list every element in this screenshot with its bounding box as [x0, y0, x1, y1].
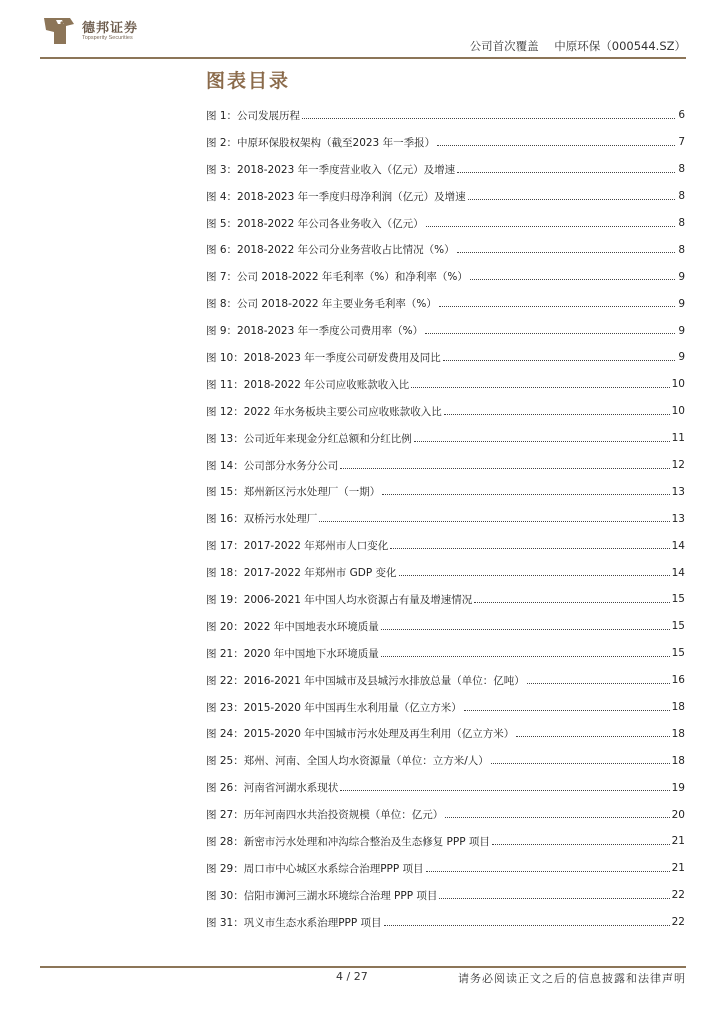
- toc-entry[interactable]: [206, 236, 685, 263]
- toc-entry-page: 7: [678, 136, 685, 149]
- toc-entry-label: 图 2：中原环保股权架构（截至2023 年一季报）: [206, 136, 436, 149]
- toc-entry-page: 8: [678, 217, 685, 229]
- toc-leader-dots: [411, 387, 669, 388]
- toc-entry-label: 图 30：信阳市浉河三湖水环境综合治理 PPP 项目: [206, 889, 438, 902]
- toc-entry-label: 图 12：2022 年水务板块主要公司应收账款收入比: [206, 405, 442, 418]
- toc-leader-dots: [464, 710, 670, 711]
- toc-entry-label: 图 3：2018-2023 年一季度营业收入（亿元）及增速: [206, 163, 456, 176]
- toc-leader-dots: [399, 575, 670, 576]
- toc-leader-dots: [425, 333, 675, 334]
- toc-entry[interactable]: [206, 667, 685, 694]
- toc-entry-page: 20: [671, 808, 685, 821]
- toc-entry-page: 14: [671, 566, 685, 579]
- toc-leader-dots: [426, 226, 675, 227]
- toc-entry[interactable]: [206, 398, 685, 425]
- toc-entry-label: 图 26：河南省河湖水系现状: [206, 782, 339, 795]
- toc-entry-page: 16: [671, 674, 685, 687]
- toc-leader-dots: [340, 468, 669, 469]
- toc-entry-label: 图 13：公司近年来现金分红总额和分红比例: [206, 432, 412, 445]
- toc-entry-label: 图 23：2015-2020 年中国再生水利用量（亿立方米）: [206, 701, 462, 714]
- toc-entry[interactable]: [206, 774, 685, 801]
- toc-leader-dots: [492, 844, 670, 845]
- toc-entry-label: 图 18：2017-2022 年郑州市 GDP 变化: [206, 567, 397, 580]
- toc-leader-dots: [381, 629, 670, 630]
- toc-entry-label: 图 16：双桥污水处理厂: [206, 513, 318, 526]
- toc-leader-dots: [527, 683, 670, 684]
- toc-entry-label: 图 11：2018-2022 年公司应收账款收入比: [206, 378, 410, 391]
- toc-entry-label: 图 25：郑州、河南、全国人均水资源量（单位：立方米/人）: [206, 755, 489, 768]
- toc-entry-label: 图 28：新密市污水处理和冲沟综合整治及生态修复 PPP 项目: [206, 835, 490, 848]
- toc-entry[interactable]: [206, 828, 685, 855]
- toc-entry[interactable]: [206, 290, 685, 317]
- toc-entry-label: 图 29：周口市中心城区水系综合治理PPP 项目: [206, 862, 424, 875]
- page-header: [458, 38, 686, 54]
- toc-leader-dots: [470, 279, 675, 280]
- toc-leader-dots: [384, 925, 670, 926]
- toc-entry-page: 8: [678, 163, 685, 176]
- company-logo-icon: [40, 14, 76, 48]
- toc-entry[interactable]: [206, 586, 685, 613]
- toc-entry-page: 11: [671, 432, 685, 445]
- header-divider: [40, 57, 686, 59]
- toc-entry[interactable]: [206, 210, 685, 237]
- toc-entry-page: 15: [671, 647, 685, 660]
- toc-entry[interactable]: [206, 532, 685, 559]
- toc-entry-label: 图 10：2018-2023 年一季度公司研发费用及同比: [206, 351, 441, 364]
- toc-entry-label: 图 15：郑州新区污水处理厂（一期）: [206, 486, 381, 499]
- footer-divider: [40, 966, 686, 968]
- toc-leader-dots: [491, 763, 670, 764]
- toc-entry-page: 12: [671, 459, 685, 472]
- toc-entry-label: 图 27：历年河南四水共治投资规模（单位：亿元）: [206, 809, 444, 822]
- toc-leader-dots: [319, 521, 669, 522]
- toc-leader-dots: [302, 118, 675, 119]
- toc-entry[interactable]: [206, 317, 685, 344]
- toc-entry[interactable]: [206, 855, 685, 882]
- toc-leader-dots: [439, 306, 675, 307]
- toc-entry-page: 21: [671, 835, 685, 848]
- toc-entry-label: 图 6：2018-2022 年公司分业务营收占比情况（%）: [206, 244, 455, 257]
- toc-entry-page: 15: [671, 593, 685, 606]
- toc-entry[interactable]: [206, 425, 685, 452]
- toc-leader-dots: [457, 172, 675, 173]
- toc-entry-page: 14: [671, 539, 685, 552]
- toc-entry[interactable]: [206, 640, 685, 667]
- toc-entry-label: 图 21：2020 年中国地下水环境质量: [206, 647, 379, 660]
- toc-entry-page: 9: [678, 297, 685, 310]
- toc-entry-label: 图 8：公司 2018-2022 年主要业务毛利率（%）: [206, 298, 437, 311]
- toc-leader-dots: [474, 602, 669, 603]
- toc-leader-dots: [381, 656, 670, 657]
- toc-entry[interactable]: [206, 505, 685, 532]
- toc-entry-label: 图 1：公司发展历程: [206, 109, 301, 122]
- toc-entry-label: 图 14：公司部分水务分公司: [206, 459, 339, 472]
- company-logo: [40, 14, 180, 50]
- toc-entry[interactable]: [206, 183, 685, 210]
- company-ticker: 中原环保（000544.SZ）: [554, 39, 686, 53]
- toc-entry-page: 8: [678, 190, 685, 203]
- page-number: 4 / 27: [336, 970, 368, 983]
- toc-entry[interactable]: [206, 344, 685, 371]
- toc-leader-dots: [414, 441, 670, 442]
- report-type: 公司首次覆盖: [469, 39, 539, 53]
- toc-entry-page: 8: [678, 243, 685, 256]
- toc-entry-label: 图 20：2022 年中国地表水环境质量: [206, 620, 379, 633]
- toc-entry[interactable]: [206, 129, 685, 156]
- toc-leader-dots: [437, 145, 675, 146]
- toc-entry-label: 图 19：2006-2021 年中国人均水资源占有量及增速情况: [206, 593, 473, 606]
- toc-entry[interactable]: [206, 371, 685, 398]
- toc-entry-label: 图 31：巩义市生态水系治理PPP 项目: [206, 916, 382, 929]
- toc-leader-dots: [445, 817, 669, 818]
- toc-entry[interactable]: [206, 720, 685, 747]
- toc-entry[interactable]: [206, 613, 685, 640]
- toc-entry-page: 9: [678, 324, 685, 337]
- toc-entry-page: 13: [671, 485, 685, 498]
- toc-entry-label: 图 4：2018-2023 年一季度归母净利润（亿元）及增速: [206, 190, 466, 203]
- toc-entry-label: 图 17：2017-2022 年郑州市人口变化: [206, 540, 389, 553]
- toc-entry-page: 19: [671, 781, 685, 794]
- toc-entry[interactable]: [206, 156, 685, 183]
- toc-entry-page: 10: [671, 378, 685, 391]
- toc-entry[interactable]: [206, 909, 685, 936]
- toc-entry[interactable]: [206, 559, 685, 586]
- figure-list: [206, 102, 685, 936]
- toc-entry-page: 18: [671, 701, 685, 714]
- toc-entry-page: 9: [678, 351, 685, 364]
- toc-entry-page: 9: [678, 270, 685, 283]
- toc-leader-dots: [426, 871, 670, 872]
- toc-entry-page: 22: [671, 916, 685, 929]
- toc-entry-page: 18: [671, 754, 685, 767]
- toc-leader-dots: [382, 494, 669, 495]
- toc-leader-dots: [390, 548, 669, 549]
- toc-entry-label: 图 24：2015-2020 年中国城市污水处理及再生利用（亿立方米）: [206, 728, 515, 741]
- toc-entry[interactable]: [206, 747, 685, 774]
- toc-leader-dots: [443, 360, 675, 361]
- toc-entry[interactable]: [206, 801, 685, 828]
- toc-leader-dots: [457, 252, 675, 253]
- toc-entry-label: 图 5：2018-2022 年公司各业务收入（亿元）: [206, 217, 424, 230]
- toc-entry[interactable]: [206, 452, 685, 479]
- logo-company-name-en: Topsperity Securities: [82, 35, 133, 41]
- toc-entry-page: 10: [671, 405, 685, 418]
- toc-leader-dots: [439, 898, 669, 899]
- toc-leader-dots: [444, 414, 670, 415]
- toc-entry-page: 6: [678, 109, 685, 122]
- toc-entry-page: 22: [671, 889, 685, 902]
- toc-entry[interactable]: [206, 102, 685, 129]
- toc-entry-page: 15: [671, 620, 685, 633]
- logo-company-name: 德邦证券: [82, 21, 139, 36]
- toc-entry-label: 图 9：2018-2023 年一季度公司费用率（%）: [206, 325, 424, 338]
- toc-leader-dots: [516, 736, 669, 737]
- toc-entry[interactable]: [206, 882, 685, 909]
- toc-entry-page: 13: [671, 512, 685, 525]
- toc-entry-label: 图 22：2016-2021 年中国城市及县城污水排放总量（单位：亿吨）: [206, 674, 525, 687]
- toc-entry-label: 图 7：公司 2018-2022 年毛利率（%）和净利率（%）: [206, 271, 468, 284]
- toc-entry-page: 21: [671, 862, 685, 875]
- toc-entry-page: 18: [671, 727, 685, 740]
- page-title: 图表目录: [206, 70, 291, 92]
- disclaimer-note: 请务必阅读正文之后的信息披露和法律声明: [458, 972, 686, 985]
- toc-leader-dots: [468, 199, 675, 200]
- toc-entry[interactable]: [206, 263, 685, 290]
- toc-entry[interactable]: [206, 478, 685, 505]
- toc-entry[interactable]: [206, 694, 685, 721]
- toc-leader-dots: [340, 790, 669, 791]
